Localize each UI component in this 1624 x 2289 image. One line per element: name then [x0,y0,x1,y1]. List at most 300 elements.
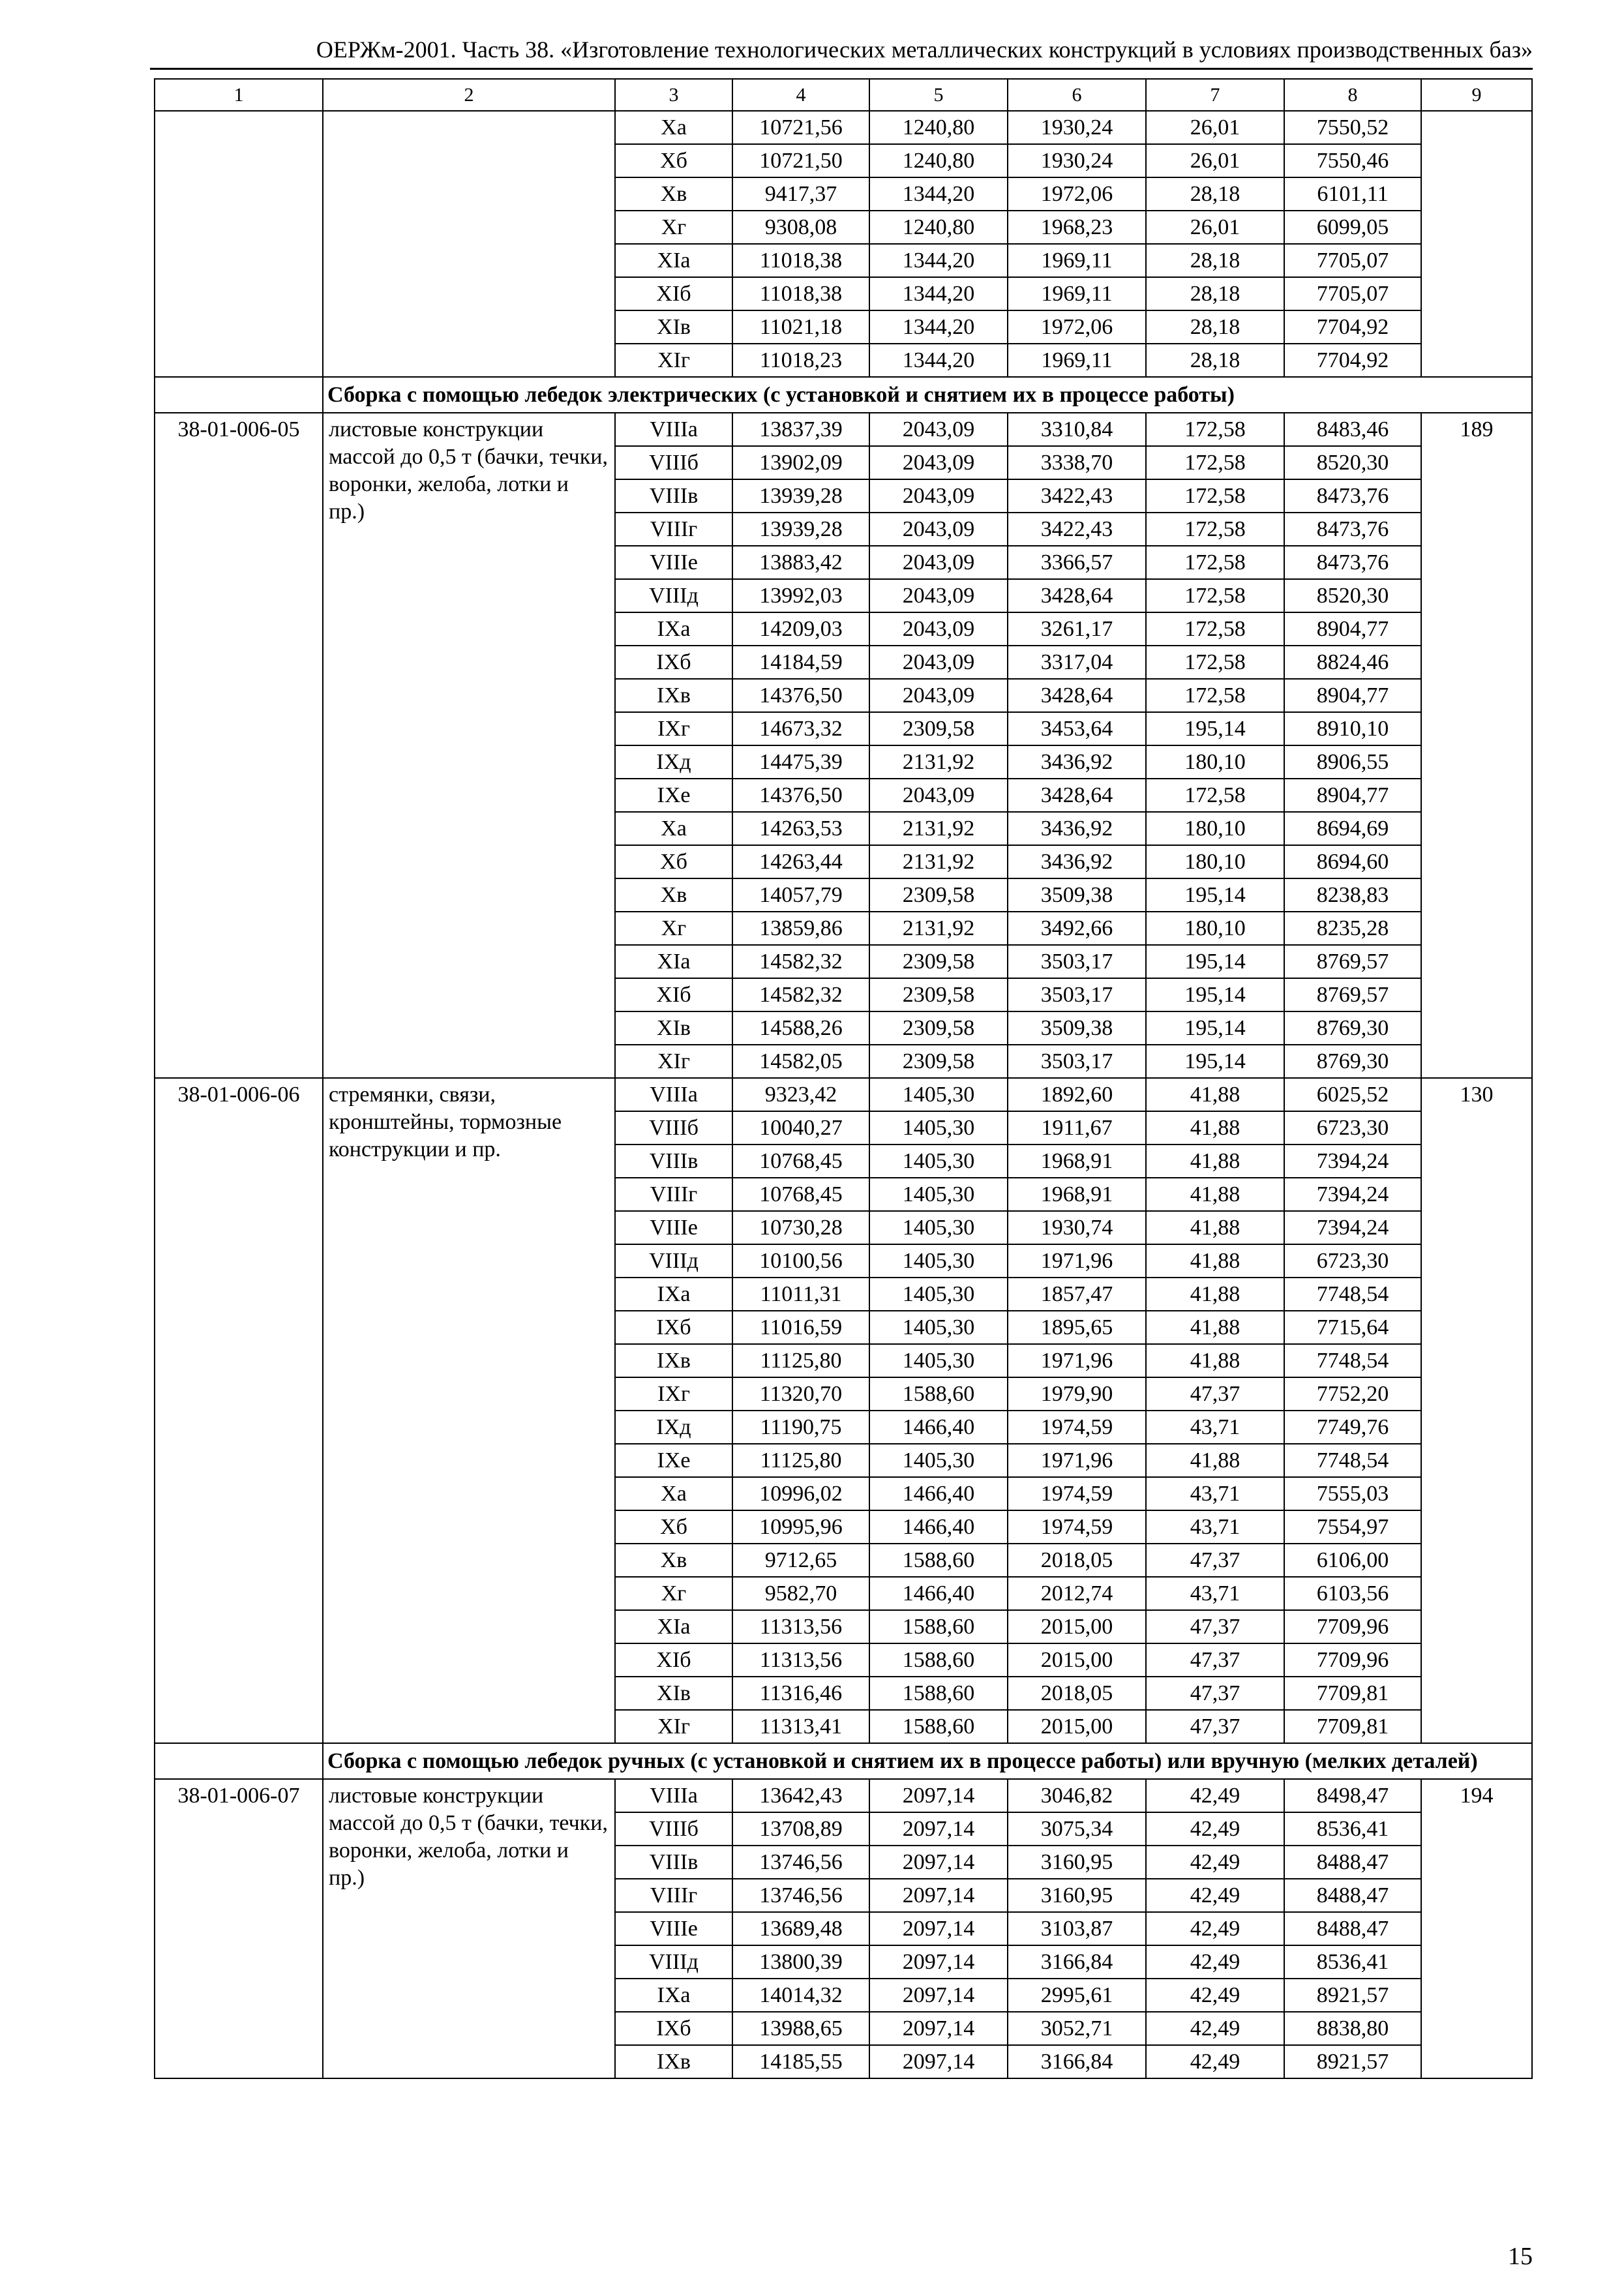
machines-cell: 3103,87 [1008,1912,1146,1945]
total-cost-cell: 14185,55 [732,2045,869,2078]
wages-cell: 1405,30 [869,1278,1008,1311]
machinists-wages-cell: 41,88 [1146,1144,1284,1178]
machines-cell: 3503,17 [1008,1045,1146,1078]
materials-cell: 8498,47 [1284,1779,1421,1812]
machinists-wages-cell: 41,88 [1146,1278,1284,1311]
total-cost-cell: 11313,41 [732,1710,869,1743]
materials-cell: 8520,30 [1284,446,1421,479]
zone-cell: XIа [615,945,732,978]
wages-cell: 1405,30 [869,1344,1008,1377]
machines-cell: 2012,74 [1008,1577,1146,1610]
machines-cell: 3310,84 [1008,413,1146,446]
machines-cell: 3166,84 [1008,1945,1146,1979]
total-cost-cell: 13859,86 [732,912,869,945]
machines-cell: 3453,64 [1008,712,1146,745]
wages-cell: 1344,20 [869,277,1008,310]
wages-cell: 1240,80 [869,144,1008,177]
total-cost-cell: 14184,59 [732,646,869,679]
column-number: 8 [1284,79,1421,111]
zone-cell: VIIIб [615,446,732,479]
work-description: стремянки, связи, кронштейны, тормозные конструкции и пр. [323,1078,615,1743]
total-cost-cell: 11021,18 [732,310,869,344]
labor-cost-cell [1421,111,1532,377]
machinists-wages-cell: 172,58 [1146,679,1284,712]
machines-cell: 1974,59 [1008,1477,1146,1510]
total-cost-cell: 9323,42 [732,1078,869,1111]
zone-cell: XIа [615,244,732,277]
wages-cell: 2097,14 [869,1846,1008,1879]
total-cost-cell: 13746,56 [732,1879,869,1912]
column-number: 2 [323,79,615,111]
zone-cell: VIIIе [615,546,732,579]
machinists-wages-cell: 195,14 [1146,978,1284,1011]
materials-cell: 8694,60 [1284,845,1421,878]
machinists-wages-cell: 41,88 [1146,1211,1284,1244]
zone-cell: IXб [615,1311,732,1344]
zone-cell: Xа [615,111,732,144]
zone-cell: XIв [615,1011,732,1045]
zone-cell: Xг [615,912,732,945]
wages-cell: 2043,09 [869,679,1008,712]
materials-cell: 7709,96 [1284,1643,1421,1677]
machines-cell: 3366,57 [1008,546,1146,579]
wages-cell: 1466,40 [869,1411,1008,1444]
wages-cell: 2131,92 [869,812,1008,845]
wages-cell: 2309,58 [869,1011,1008,1045]
section-heading: Сборка с помощью лебедок ручных (с установкой и снятием их в процессе работы) или вручную (мелких деталей) [323,1743,1532,1779]
zone-cell: VIIIд [615,1244,732,1278]
machinists-wages-cell: 43,71 [1146,1510,1284,1544]
machinists-wages-cell: 47,37 [1146,1677,1284,1710]
wages-cell: 1405,30 [869,1144,1008,1178]
materials-cell: 8769,30 [1284,1045,1421,1078]
machines-cell: 3338,70 [1008,446,1146,479]
materials-cell: 7709,81 [1284,1710,1421,1743]
zone-cell: IXб [615,2012,732,2045]
total-cost-cell: 14582,05 [732,1045,869,1078]
zone-cell: Xб [615,1510,732,1544]
machines-cell: 3436,92 [1008,845,1146,878]
machines-cell: 1969,11 [1008,244,1146,277]
machinists-wages-cell: 26,01 [1146,111,1284,144]
wages-cell: 2131,92 [869,912,1008,945]
total-cost-cell: 13642,43 [732,1779,869,1812]
wages-cell: 2097,14 [869,2045,1008,2078]
wages-cell: 1588,60 [869,1710,1008,1743]
machinists-wages-cell: 47,37 [1146,1377,1284,1411]
machinists-wages-cell: 28,18 [1146,310,1284,344]
total-cost-cell: 14588,26 [732,1011,869,1045]
total-cost-cell: 10768,45 [732,1144,869,1178]
machines-cell: 1895,65 [1008,1311,1146,1344]
norm-code: 38-01-006-07 [155,1779,323,2078]
machines-cell: 1971,96 [1008,1244,1146,1278]
wages-cell: 2131,92 [869,845,1008,878]
labor-cost-cell: 194 [1421,1779,1532,2078]
machines-cell: 1911,67 [1008,1111,1146,1144]
machines-cell: 1930,24 [1008,111,1146,144]
zone-cell: VIIIв [615,1846,732,1879]
materials-cell: 8238,83 [1284,878,1421,912]
machines-cell: 3317,04 [1008,646,1146,679]
machinists-wages-cell: 42,49 [1146,1912,1284,1945]
total-cost-cell: 14057,79 [732,878,869,912]
zone-cell: VIIIд [615,579,732,612]
section-heading: Сборка с помощью лебедок электрических (с установкой и снятием их в процессе работы) [323,377,1532,413]
machinists-wages-cell: 47,37 [1146,1710,1284,1743]
materials-cell: 8483,46 [1284,413,1421,446]
zone-cell: XIг [615,344,732,377]
table-row [155,1779,1532,1812]
machinists-wages-cell: 172,58 [1146,779,1284,812]
machines-cell: 1969,11 [1008,277,1146,310]
work-description [323,111,615,377]
total-cost-cell: 11125,80 [732,1344,869,1377]
total-cost-cell: 11190,75 [732,1411,869,1444]
machinists-wages-cell: 47,37 [1146,1544,1284,1577]
machines-cell: 1974,59 [1008,1510,1146,1544]
total-cost-cell: 10996,02 [732,1477,869,1510]
machinists-wages-cell: 42,49 [1146,1812,1284,1846]
zone-cell: VIIIд [615,1945,732,1979]
zone-cell: XIб [615,1643,732,1677]
wages-cell: 2309,58 [869,978,1008,1011]
total-cost-cell: 13988,65 [732,2012,869,2045]
section-blank-cell [155,1743,323,1779]
total-cost-cell: 13746,56 [732,1846,869,1879]
zone-cell: IXд [615,1411,732,1444]
zone-cell: VIIIг [615,1879,732,1912]
wages-cell: 1240,80 [869,211,1008,244]
materials-cell: 8536,41 [1284,1812,1421,1846]
zone-cell: Xв [615,878,732,912]
machinists-wages-cell: 42,49 [1146,1779,1284,1812]
wages-cell: 1344,20 [869,310,1008,344]
wages-cell: 1405,30 [869,1111,1008,1144]
total-cost-cell: 11316,46 [732,1677,869,1710]
machines-cell: 3509,38 [1008,1011,1146,1045]
machinists-wages-cell: 42,49 [1146,1979,1284,2012]
machines-cell: 3160,95 [1008,1846,1146,1879]
table-row [155,1078,1532,1111]
materials-cell: 7704,92 [1284,310,1421,344]
machines-cell: 1979,90 [1008,1377,1146,1411]
running-title: ОЕРЖм-2001. Часть 38. «Изготовление технологических металлических конструкций в условиях производственных баз» [316,37,1533,63]
zone-cell: IXа [615,1979,732,2012]
machines-cell: 3160,95 [1008,1879,1146,1912]
zone-cell: VIIIа [615,1779,732,1812]
materials-cell: 7709,81 [1284,1677,1421,1710]
machinists-wages-cell: 180,10 [1146,812,1284,845]
materials-cell: 7394,24 [1284,1178,1421,1211]
zone-cell: VIIIа [615,1078,732,1111]
wages-cell: 2097,14 [869,1945,1008,1979]
column-number: 6 [1008,79,1146,111]
norm-code [155,111,323,377]
machines-cell: 2015,00 [1008,1610,1146,1643]
materials-cell: 8769,57 [1284,945,1421,978]
materials-cell: 8824,46 [1284,646,1421,679]
total-cost-cell: 13708,89 [732,1812,869,1846]
wages-cell: 1466,40 [869,1577,1008,1610]
materials-cell: 7555,03 [1284,1477,1421,1510]
labor-cost-cell: 130 [1421,1078,1532,1743]
materials-cell: 7715,64 [1284,1311,1421,1344]
wages-cell: 1240,80 [869,111,1008,144]
machines-cell: 3436,92 [1008,812,1146,845]
materials-cell: 8473,76 [1284,546,1421,579]
column-number: 4 [732,79,869,111]
total-cost-cell: 13883,42 [732,546,869,579]
materials-cell: 8473,76 [1284,513,1421,546]
materials-cell: 7705,07 [1284,277,1421,310]
zone-cell: Xа [615,1477,732,1510]
column-number: 5 [869,79,1008,111]
wages-cell: 2043,09 [869,612,1008,646]
materials-cell: 8921,57 [1284,2045,1421,2078]
machines-cell: 2018,05 [1008,1677,1146,1710]
zone-cell: Xа [615,812,732,845]
column-number-row [155,79,1532,111]
machines-cell: 3422,43 [1008,479,1146,513]
wages-cell: 2309,58 [869,945,1008,978]
total-cost-cell: 10730,28 [732,1211,869,1244]
materials-cell: 8473,76 [1284,479,1421,513]
machinists-wages-cell: 42,49 [1146,1846,1284,1879]
wages-cell: 2043,09 [869,479,1008,513]
machinists-wages-cell: 28,18 [1146,277,1284,310]
zone-cell: Xв [615,177,732,211]
wages-cell: 1588,60 [869,1610,1008,1643]
total-cost-cell: 10040,27 [732,1111,869,1144]
table-row [155,413,1532,446]
zone-cell: IXе [615,1444,732,1477]
zone-cell: XIа [615,1610,732,1643]
machinists-wages-cell: 195,14 [1146,1045,1284,1078]
materials-cell: 7749,76 [1284,1411,1421,1444]
machinists-wages-cell: 172,58 [1146,479,1284,513]
materials-cell: 8904,77 [1284,679,1421,712]
machines-cell: 3422,43 [1008,513,1146,546]
wages-cell: 1405,30 [869,1311,1008,1344]
zone-cell: IXб [615,646,732,679]
machines-cell: 3052,71 [1008,2012,1146,2045]
total-cost-cell: 14376,50 [732,779,869,812]
machinists-wages-cell: 28,18 [1146,244,1284,277]
machines-cell: 3166,84 [1008,2045,1146,2078]
total-cost-cell: 9308,08 [732,211,869,244]
machinists-wages-cell: 41,88 [1146,1444,1284,1477]
wages-cell: 1588,60 [869,1677,1008,1710]
materials-cell: 7752,20 [1284,1377,1421,1411]
machinists-wages-cell: 43,71 [1146,1577,1284,1610]
zone-cell: Xв [615,1544,732,1577]
norms-table [154,78,1533,2079]
zone-cell: IXе [615,779,732,812]
machines-cell: 3503,17 [1008,945,1146,978]
zone-cell: VIIIг [615,1178,732,1211]
machinists-wages-cell: 195,14 [1146,712,1284,745]
materials-cell: 7394,24 [1284,1144,1421,1178]
machinists-wages-cell: 26,01 [1146,144,1284,177]
materials-cell: 6099,05 [1284,211,1421,244]
machines-cell: 1968,91 [1008,1178,1146,1211]
total-cost-cell: 14014,32 [732,1979,869,2012]
materials-cell: 8838,80 [1284,2012,1421,2045]
machinists-wages-cell: 47,37 [1146,1610,1284,1643]
materials-cell: 8488,47 [1284,1912,1421,1945]
wages-cell: 2043,09 [869,646,1008,679]
machinists-wages-cell: 195,14 [1146,1011,1284,1045]
wages-cell: 1344,20 [869,177,1008,211]
wages-cell: 1405,30 [869,1444,1008,1477]
total-cost-cell: 9582,70 [732,1577,869,1610]
machines-cell: 1930,24 [1008,144,1146,177]
machinists-wages-cell: 195,14 [1146,878,1284,912]
machinists-wages-cell: 42,49 [1146,1879,1284,1912]
machines-cell: 1972,06 [1008,310,1146,344]
wages-cell: 2131,92 [869,745,1008,779]
materials-cell: 7748,54 [1284,1444,1421,1477]
machines-cell: 1968,91 [1008,1144,1146,1178]
total-cost-cell: 10721,50 [732,144,869,177]
materials-cell: 7748,54 [1284,1278,1421,1311]
machinists-wages-cell: 41,88 [1146,1078,1284,1111]
materials-cell: 8921,57 [1284,1979,1421,2012]
materials-cell: 7554,97 [1284,1510,1421,1544]
total-cost-cell: 11018,38 [732,244,869,277]
materials-cell: 7709,96 [1284,1610,1421,1643]
zone-cell: XIб [615,978,732,1011]
total-cost-cell: 14209,03 [732,612,869,646]
machinists-wages-cell: 47,37 [1146,1643,1284,1677]
machinists-wages-cell: 28,18 [1146,177,1284,211]
wages-cell: 2309,58 [869,712,1008,745]
machinists-wages-cell: 41,88 [1146,1311,1284,1344]
materials-cell: 8488,47 [1284,1879,1421,1912]
zone-cell: XIв [615,310,732,344]
wages-cell: 2043,09 [869,579,1008,612]
materials-cell: 6103,56 [1284,1577,1421,1610]
zone-cell: Xб [615,144,732,177]
materials-cell: 8694,69 [1284,812,1421,845]
wages-cell: 2043,09 [869,446,1008,479]
total-cost-cell: 13939,28 [732,479,869,513]
machinists-wages-cell: 195,14 [1146,945,1284,978]
total-cost-cell: 10768,45 [732,1178,869,1211]
machines-cell: 1930,74 [1008,1211,1146,1244]
wages-cell: 1405,30 [869,1244,1008,1278]
machines-cell: 1969,11 [1008,344,1146,377]
wages-cell: 2097,14 [869,1912,1008,1945]
total-cost-cell: 11125,80 [732,1444,869,1477]
machinists-wages-cell: 41,88 [1146,1111,1284,1144]
machinists-wages-cell: 42,49 [1146,2045,1284,2078]
column-number: 9 [1421,79,1532,111]
machines-cell: 1892,60 [1008,1078,1146,1111]
machines-cell: 2015,00 [1008,1710,1146,1743]
machines-cell: 3428,64 [1008,779,1146,812]
wages-cell: 2309,58 [869,878,1008,912]
machinists-wages-cell: 172,58 [1146,612,1284,646]
header-rule [150,68,1533,70]
machines-cell: 3436,92 [1008,745,1146,779]
total-cost-cell: 11313,56 [732,1610,869,1643]
wages-cell: 1405,30 [869,1078,1008,1111]
wages-cell: 2097,14 [869,1812,1008,1846]
wages-cell: 2097,14 [869,1879,1008,1912]
machinists-wages-cell: 180,10 [1146,745,1284,779]
wages-cell: 1344,20 [869,244,1008,277]
total-cost-cell: 11016,59 [732,1311,869,1344]
machines-cell: 1968,23 [1008,211,1146,244]
materials-cell: 7394,24 [1284,1211,1421,1244]
machinists-wages-cell: 172,58 [1146,579,1284,612]
materials-cell: 7748,54 [1284,1344,1421,1377]
wages-cell: 2097,14 [869,2012,1008,2045]
total-cost-cell: 11011,31 [732,1278,869,1311]
machines-cell: 3261,17 [1008,612,1146,646]
machinists-wages-cell: 43,71 [1146,1411,1284,1444]
wages-cell: 2309,58 [869,1045,1008,1078]
wages-cell: 1405,30 [869,1211,1008,1244]
machinists-wages-cell: 41,88 [1146,1344,1284,1377]
machines-cell: 3428,64 [1008,679,1146,712]
zone-cell: VIIIб [615,1812,732,1846]
zone-cell: IXа [615,1278,732,1311]
machinists-wages-cell: 172,58 [1146,513,1284,546]
wages-cell: 1588,60 [869,1544,1008,1577]
zone-cell: Xг [615,211,732,244]
wages-cell: 1344,20 [869,344,1008,377]
materials-cell: 7550,46 [1284,144,1421,177]
machinists-wages-cell: 26,01 [1146,211,1284,244]
total-cost-cell: 11320,70 [732,1377,869,1411]
wages-cell: 1588,60 [869,1377,1008,1411]
machines-cell: 3075,34 [1008,1812,1146,1846]
zone-cell: IXв [615,679,732,712]
materials-cell: 7705,07 [1284,244,1421,277]
zone-cell: XIб [615,277,732,310]
materials-cell: 8904,77 [1284,779,1421,812]
zone-cell: XIг [615,1045,732,1078]
total-cost-cell: 14263,44 [732,845,869,878]
wages-cell: 2043,09 [869,779,1008,812]
materials-cell: 8235,28 [1284,912,1421,945]
materials-cell: 8910,10 [1284,712,1421,745]
zone-cell: Xб [615,845,732,878]
zone-cell: VIIIв [615,479,732,513]
machinists-wages-cell: 42,49 [1146,1945,1284,1979]
machines-cell: 3509,38 [1008,878,1146,912]
zone-cell: IXа [615,612,732,646]
total-cost-cell: 11313,56 [732,1643,869,1677]
total-cost-cell: 14376,50 [732,679,869,712]
total-cost-cell: 10721,56 [732,111,869,144]
wages-cell: 1466,40 [869,1477,1008,1510]
total-cost-cell: 9417,37 [732,177,869,211]
total-cost-cell: 14475,39 [732,745,869,779]
zone-cell: IXг [615,712,732,745]
zone-cell: VIIIе [615,1912,732,1945]
column-number: 3 [615,79,732,111]
materials-cell: 6106,00 [1284,1544,1421,1577]
zone-cell: VIIIб [615,1111,732,1144]
materials-cell: 7550,52 [1284,111,1421,144]
machines-cell: 1971,96 [1008,1344,1146,1377]
machines-cell: 1857,47 [1008,1278,1146,1311]
total-cost-cell: 14673,32 [732,712,869,745]
